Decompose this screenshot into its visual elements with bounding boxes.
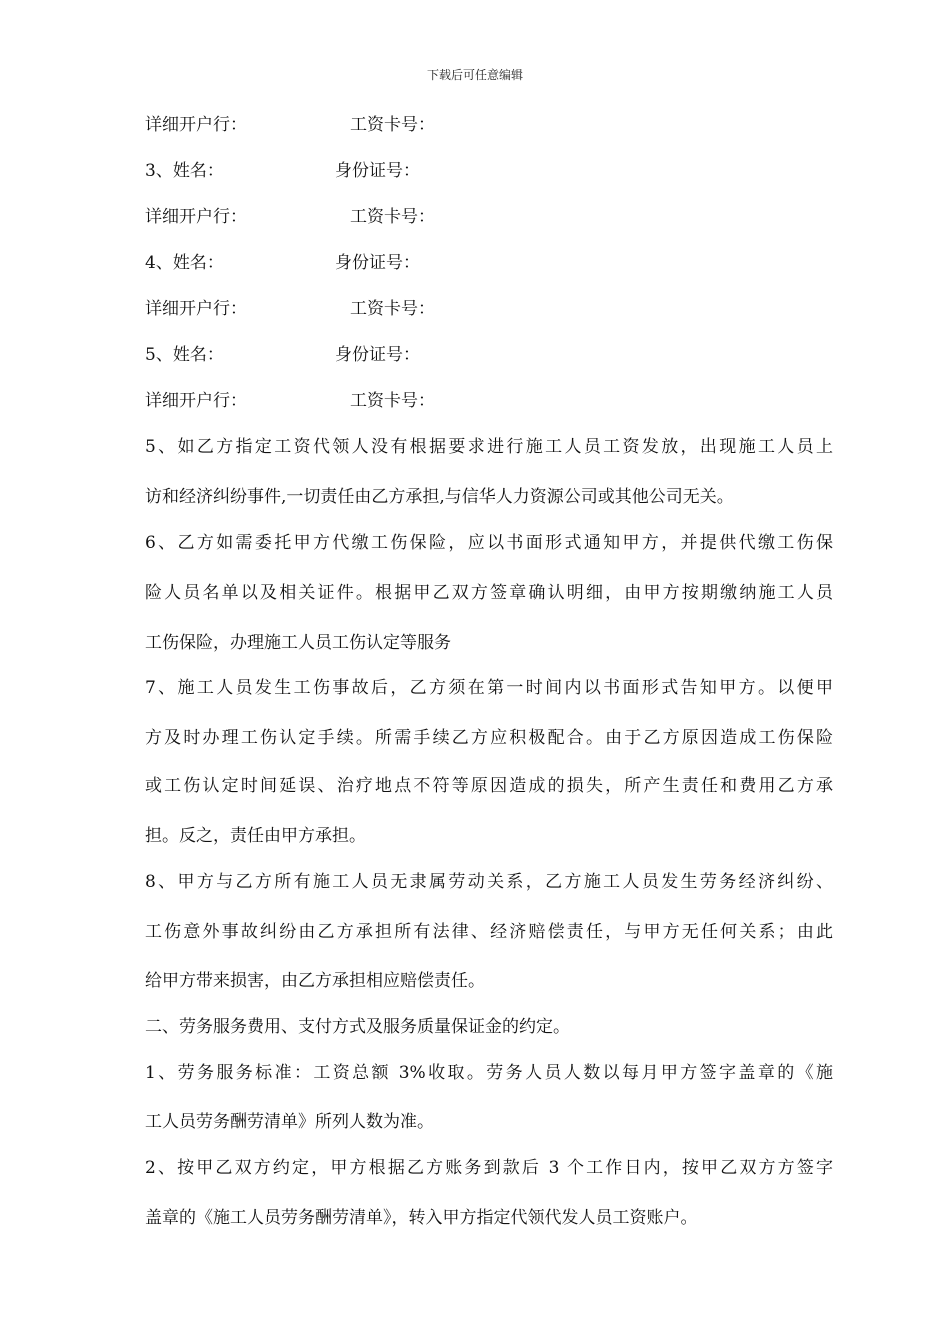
salary-card-label: 工资卡号： [350, 299, 435, 319]
salary-card-label: 工资卡号： [350, 115, 435, 135]
bank-label: 详细开户行： [145, 299, 247, 319]
salary-card-label: 工资卡号： [350, 391, 435, 411]
person-field-line [145, 160, 420, 182]
id-number-label: 身份证号： [335, 253, 420, 273]
bank-field-line [145, 390, 435, 412]
clause-6-line-1: 6、乙方如需委托甲方代缴工伤保险，应以书面形式通知甲方，并提供代缴工伤保 [145, 533, 833, 553]
id-number-label: 身份证号： [335, 161, 420, 181]
fee-clause-1-line-1: 1、劳务服务标准：工资总额 3%收取。劳务人员人数以每月甲方签字盖章的《施 [145, 1063, 833, 1083]
person-field-line [145, 252, 420, 274]
bank-label: 详细开户行： [145, 115, 247, 135]
bank-label: 详细开户行： [145, 391, 247, 411]
page-header-note: 下载后可任意编辑 [426, 68, 523, 82]
clause-8-line-1: 8、甲方与乙方所有施工人员无隶属劳动关系，乙方施工人员发生劳务经济纠纷、 [145, 872, 833, 892]
bank-field-line [145, 114, 435, 136]
clause-7-line-4: 担。反之，责任由甲方承担。 [145, 826, 366, 846]
bank-field-line [145, 298, 435, 320]
clause-5-line-2: 访和经济纠纷事件,一切责任由乙方承担,与信华人力资源公司或其他公司无关。 [145, 487, 734, 507]
bank-field-line [145, 206, 435, 228]
clause-6-line-2: 险人员名单以及相关证件。根据甲乙双方签章确认明细，由甲方按期缴纳施工人员 [145, 583, 833, 603]
clause-7-line-3: 或工伤认定时间延误、治疗地点不符等原因造成的损失，所产生责任和费用乙方承 [145, 776, 833, 796]
fee-clause-1-line-2: 工人员劳务酬劳清单》所列人数为准。 [145, 1112, 434, 1132]
name-label: 3、姓名： [145, 161, 224, 181]
salary-card-label: 工资卡号： [350, 207, 435, 227]
id-number-label: 身份证号： [335, 345, 420, 365]
clause-6-line-3: 工伤保险，办理施工人员工伤认定等服务 [145, 633, 451, 653]
clause-7-line-2: 方及时办理工伤认定手续。所需手续乙方应积极配合。由于乙方原因造成工伤保险 [145, 728, 833, 748]
bank-label: 详细开户行： [145, 207, 247, 227]
fee-clause-2-line-1: 2、按甲乙双方约定，甲方根据乙方账务到款后 3 个工作日内，按甲乙双方方签字 [145, 1158, 833, 1178]
fee-clause-2-line-2: 盖章的《施工人员劳务酬劳清单》，转入甲方指定代领代发人员工资账户。 [145, 1208, 698, 1228]
clause-5-line-1: 5、如乙方指定工资代领人没有根据要求进行施工人员工资发放，出现施工人员上 [145, 437, 833, 457]
section-2-heading: 二、劳务服务费用、支付方式及服务质量保证金的约定。 [145, 1017, 570, 1037]
clause-8-line-3: 给甲方带来损害，由乙方承担相应赔偿责任。 [145, 971, 485, 991]
person-field-line [145, 344, 420, 366]
clause-8-line-2: 工伤意外事故纠纷由乙方承担所有法律、经济赔偿责任，与甲方无任何关系；由此 [145, 922, 833, 942]
name-label: 5、姓名： [145, 345, 224, 365]
name-label: 4、姓名： [145, 253, 224, 273]
clause-7-line-1: 7、施工人员发生工伤事故后，乙方须在第一时间内以书面形式告知甲方。以便甲 [145, 678, 833, 698]
